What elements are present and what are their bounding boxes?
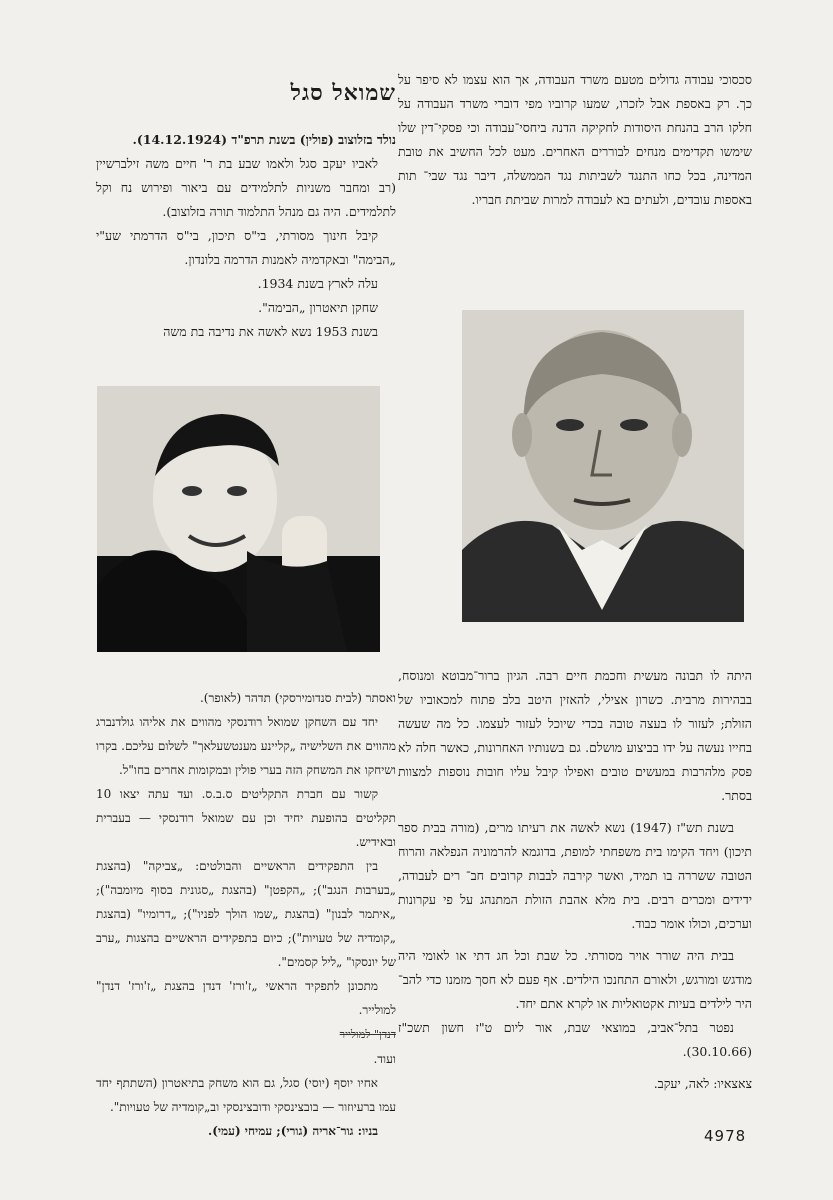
paragraph: שחקן תיאטרון „הבימה". [258,300,378,315]
paragraph: בבית היה שורר אויר מסורתי. כל שבת וכל חג דתי או לאומי היה מודגש ומורגש, ולאורם התחנכו הילדים. אף פעם לא חסך מזמנו כדי להב־ היר לילדים בעיות אקטואליות או לקרא אתם יחד. [398,948,752,1011]
biography-right-bottom [398,664,752,1096]
paragraph: קשור עם חברת התקליטים ס.ב.ס. ועד עתה יצאו 10 תקליטים בהופעת יחיד וכן עם שמואל רודנסקי — בעברית ובאידיש. [96,787,396,849]
paragraph: בשנת תש"ז (1947) נשא לאשה את רעיתו מרים, (מורה בבית ספר תיכון) ויחד הקימו בית משפחתי למופת, בדוגמא להרמוניה הנפלאה והרוח הטובה ששררה בו תמיד, ואשר קירבה לבבות קרובים חב־ רים לעבודה, ידידים ומכרים רבים. בית מלא אהבת הזולת המתנהג על פי עקרונות וערכים, וכולו אומר כבוד. [398,820,752,931]
struck-text: דנדן" למולייר [339,1028,396,1041]
paragraph: היתה לו תבונה מעשית וחכמת חיים רבה. הגיון ברור־מבוטא ומנוסח, בבהירות מרבית. כשרון אצילי, להאזין היטב בלב פתוח למכאוביו של הזולת; לעזור לו בעצה טובה בכדי שיוכל לעזור לעצמו. כל מה שעשה בחייו נעשה על ידו בביצוע מושלם. גם בשנותיו האחרונות, כאשר חלה לא פסק מלהרבות במעשים טובים ואפילו קיבל עליו חובות נוספות למצוות בסתר. [398,668,752,803]
paragraph: קיבל חינוך מסורתי, בי"ס תיכון, בי"ס הדרמתי שע"י „הבימה" ובאקדמיה לאמנות הדרמה בלונדון. [96,228,396,267]
biography-left-top [96,128,396,344]
descendants-line: צאצאיו: לאה, יעקב. [653,1076,752,1091]
paragraph: מתכונן לתפקיד הראשי „ז'ורז' דנדן בהצגת „ז'ורז' דנדן" למולייר. [96,979,396,1017]
paragraph: בין התפקידים הראשיים והבולטים: „צביקה" (בהצגת „בערבות הנגב"); „הקפטן" (בהצגת „סגונית בסוף מיומבה"); „איתמר לבנון" (בהצגת „שמו הולך לפניו"); „דרומיו" (בהצגת „קומדיה של טעויות"); כיום בתפקידים הראשיים בהצגות „ערב של יונסקו" „ליל קסמים". [96,859,396,969]
paragraph: בניו: גור־אריה (גורי); עמיחי (עמי). [208,1124,378,1138]
paragraph: סכסוכי עבודה גדולים מטעם משרד העבודה, אך הוא עצמו לא סיפר על כך. רק באספת אבל לזכרו, שמעו קרוביו מפי דוברי משרד העבודה על חלקו הרב בהנחת היסודות לחקיקה הדנה ביחסי־עבודה וכי פסקי־דין שלו שימשו תקדימים מנחים לבוררים האחרים. מעט לכל החשיב את טובת המדינה, בכל כחו התנגד לשביתות נגד הממשלה, דיבר נגד שבי־ תות באספות עובדים, ולעתים בא לעבודה למרות שביתת חבריו. [398,72,752,207]
paragraph: נפטר בתל־אביב, במוצאי שבת, אור ליום ט"ז חשון תשכ"ז (30.10.66). [398,1020,752,1059]
paragraph: בשנת 1953 נשא לאשה את נדיבה בת משה [163,324,378,339]
paragraph: לאביו יעקב סגל ולאמו שבע בת ר' חיים משה זילברשיין (רב ומחבר משניות לתלמידים עם ביאור ופירוש נח וקל לתלמידים. היה גם מנהל התלמוד תורה בזלוצוב). [96,156,396,219]
page-title: שמואל סגל [290,80,396,106]
paragraph: ואסתר (לבית סנדומירסקי) תדהר (לאופר). [199,691,396,705]
page-number: 4978 [704,1127,747,1145]
paragraph: אחיו יוסף (יוסי) סגל, גם הוא משחק בתיאטרון (השתתף יחד עמו ברעיוזור — בובצינסקי ודובצינסקי וב„קומדיה של טעויות". [96,1076,396,1114]
paragraph: ועוד. [373,1052,396,1066]
portrait-photo-older-man [462,310,744,622]
paragraph: עלה לארץ בשנת 1934. [257,276,378,291]
biography-left-bottom [96,686,396,1143]
paragraph: נולד בזלוצוב (פולין) בשנת תרפ"ד (14.12.1924). [132,132,396,147]
paragraph: יחד עם השחקן שמואל רודנסקי מהווים את אליהו גולדנברג מהווים את השלישיה „קליינע מענטשעלאך" לשלום עליכם. בקרו ושיחקו את המשחק הזה בערי פולין ובמקומות אחרים בחו"ל. [96,715,396,777]
portrait-photo-smiling-man [97,386,380,652]
biography-right-top [398,68,752,212]
